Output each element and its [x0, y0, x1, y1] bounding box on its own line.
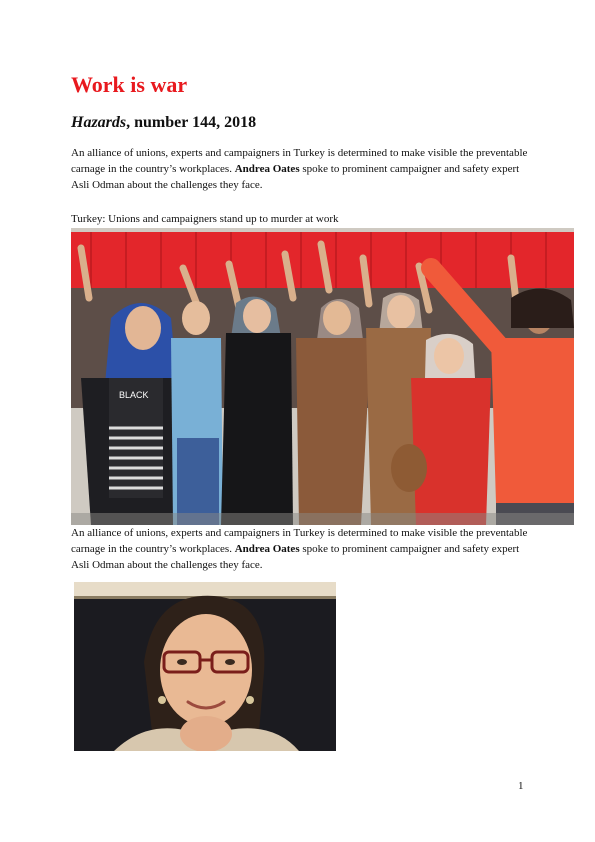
intro-paragraph: [71, 145, 531, 193]
article-source: [71, 113, 256, 133]
article-title: Work is war: [71, 72, 188, 97]
shirt-text: BLACK: [119, 390, 149, 400]
protest-photo: [71, 228, 574, 525]
photo-caption: Turkey: Unions and campaigners stand up to murder at work: [71, 213, 339, 225]
intro-text-start: An alliance of unions, experts and campaigners in Turkey is determined to make visible the preventable carnage in the country’s workplaces.: [71, 147, 528, 175]
publication-name: Hazards: [71, 114, 127, 131]
issue-info: , number 144, 2018: [126, 114, 257, 131]
page-number: 1: [518, 780, 524, 792]
photo-description: [71, 525, 531, 573]
intro-text-end: spoke to prominent campaigner and safety expert Asli Odman about the challenges they face.: [71, 163, 520, 191]
portrait-photo: [74, 582, 336, 751]
description-text-end: spoke to prominent campaigner and safety expert Asli Odman about the challenges they face.: [71, 543, 520, 571]
description-text-start: An alliance of unions, experts and campaigners in Turkey is determined to make visible the preventable carnage in the country’s workplaces.: [71, 527, 528, 555]
author-name-repeat: Andrea Oates: [234, 543, 300, 555]
author-name: Andrea Oates: [234, 163, 300, 175]
